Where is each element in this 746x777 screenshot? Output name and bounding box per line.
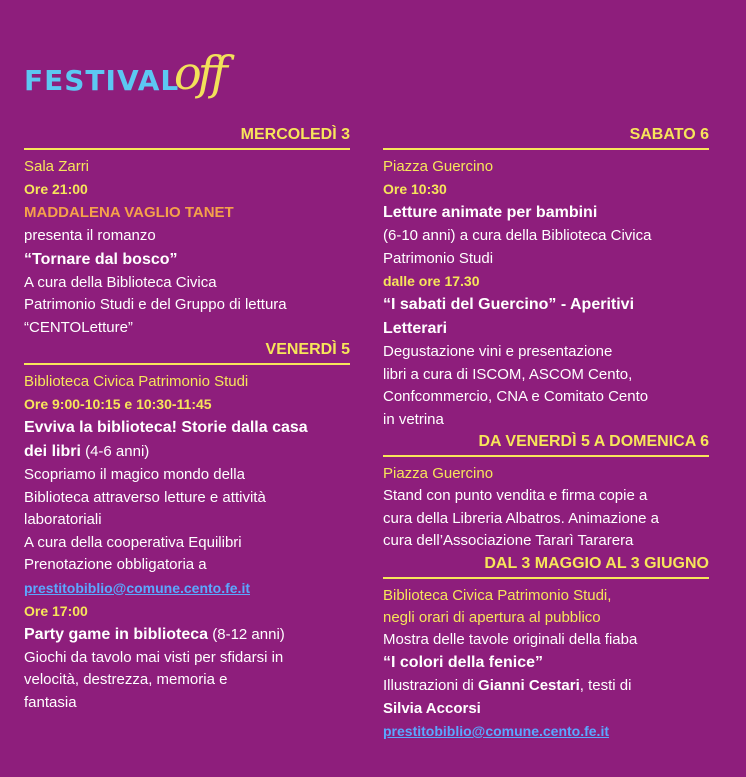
email-link[interactable]: prestitobiblio@comune.cento.fe.it <box>383 723 609 739</box>
credits-mid: , testi di <box>579 677 632 694</box>
description-line: Prenotazione obbligatoria a <box>24 556 207 573</box>
section-header-venerdi: VENERDÌ 5 <box>24 339 350 365</box>
description-line: fantasia <box>24 693 77 711</box>
right-column <box>383 124 709 743</box>
left-column <box>24 124 350 714</box>
credits-line <box>383 675 709 698</box>
description-line: A cura della cooperativa Equilibri <box>24 533 242 551</box>
event-title: Evviva la biblioteca! Storie dalla casa <box>24 419 308 436</box>
description-line: Scopriamo il magico mondo della <box>24 466 245 483</box>
event-time: Ore 10:30 <box>383 181 447 197</box>
event-title <box>24 623 350 647</box>
description-line: Mostra delle tavole originali della fiaba <box>383 630 638 648</box>
event-title: Letture animate per bambini <box>383 204 598 221</box>
description-line: Biblioteca attraverso letture e attività <box>24 488 266 506</box>
description-line: Stand con punto vendita e firma copie a <box>383 487 648 504</box>
section-header-sabato: SABATO 6 <box>383 124 709 150</box>
description-line: cura della Libreria Albatros. Animazione a <box>383 509 659 527</box>
description-line: A cura della Biblioteca Civica <box>24 273 217 291</box>
description-line: in vetrina <box>383 410 444 428</box>
venue: Piazza Guercino <box>383 158 494 175</box>
venue: Biblioteca Civica Patrimonio Studi, <box>383 586 612 604</box>
event-title-continued: Letterari <box>383 320 448 337</box>
venue: Biblioteca Civica Patrimonio Studi <box>24 373 249 390</box>
description-line: cura dell’Associazione Tararì Tararera <box>383 532 634 549</box>
description-line: Patrimonio Studi <box>383 249 494 267</box>
book-title: “Tornare dal bosco” <box>24 250 178 268</box>
description-line: Confcommercio, CNA e Comitato Cento <box>383 388 649 405</box>
description-line: velocità, destrezza, memoria e <box>24 671 228 688</box>
description-line: “CENTOLetture” <box>24 318 133 336</box>
event-title-continued <box>24 440 350 464</box>
section-header-weekend: DA VENERDÌ 5 A DOMENICA 6 <box>383 431 709 457</box>
event-title-part: Party game in biblioteca <box>24 625 209 643</box>
age-range: (4-6 anni) <box>80 443 150 460</box>
event-time: Ore 21:00 <box>24 181 88 197</box>
logo-festival-text: FESTIVAL <box>24 64 180 97</box>
email-link[interactable]: prestitobiblio@comune.cento.fe.it <box>24 579 250 596</box>
logo-off-text: off <box>174 46 224 100</box>
illustrator-name: Gianni Cestari <box>478 677 580 694</box>
event-time: dalle ore 17.30 <box>383 273 480 289</box>
author-name: MADDALENA VAGLIO TANET <box>24 204 234 221</box>
writer-name: Silvia Accorsi <box>383 699 481 717</box>
event-time: Ore 9:00-10:15 e 10:30-11:45 <box>24 396 212 412</box>
exhibition-title: “I colori della fenice” <box>383 654 544 671</box>
description-line: laboratoriali <box>24 511 102 528</box>
event-time: Ore 17:00 <box>24 602 88 619</box>
venue: Sala Zarri <box>24 158 90 175</box>
description-line: presenta il romanzo <box>24 227 156 244</box>
credits-line <box>383 698 709 721</box>
event-title-part: dei libri <box>24 443 81 460</box>
age-range: (8-12 anni) <box>208 625 285 643</box>
description-line: libri a cura di ISCOM, ASCOM Cento, <box>383 365 633 383</box>
venue-hours: negli orari di apertura al pubblico <box>383 608 601 626</box>
description-line: (6-10 anni) a cura della Biblioteca Civica <box>383 227 652 244</box>
description-line: Degustazione vini e presentazione <box>383 343 613 360</box>
section-header-mercoledi: MERCOLEDÌ 3 <box>24 124 350 150</box>
event-title: “I sabati del Guercino” - Aperitivi <box>383 296 635 313</box>
description-line: Giochi da tavolo mai visti per sfidarsi in <box>24 648 284 666</box>
credits-prefix: Illustrazioni di <box>383 677 479 694</box>
section-header-maggio-giugno: DAL 3 MAGGIO AL 3 GIUGNO <box>383 553 709 579</box>
description-line: Patrimonio Studi e del Gruppo di lettura <box>24 296 287 313</box>
venue: Piazza Guercino <box>383 465 494 482</box>
